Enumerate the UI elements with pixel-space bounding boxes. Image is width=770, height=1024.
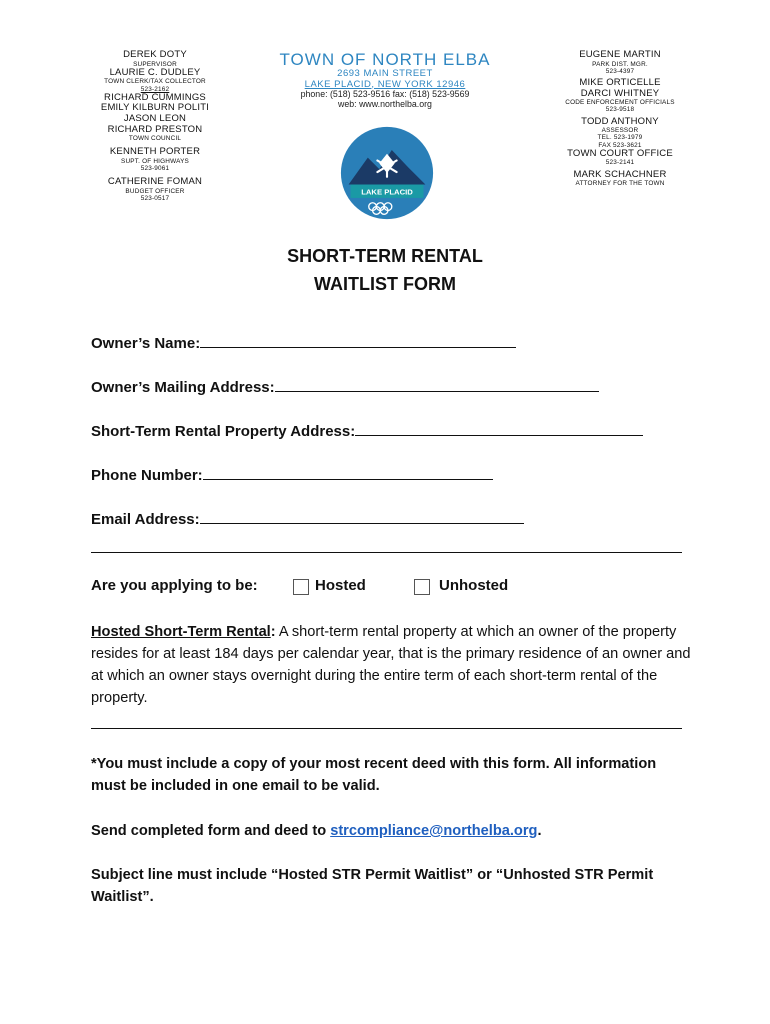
official-name: KENNETH PORTER	[109, 146, 201, 158]
form-title-line2: WAITLIST FORM	[314, 274, 456, 294]
official-title: SUPT. OF HIGHWAYS	[120, 158, 190, 166]
official-name: TODD ANTHONY	[581, 115, 659, 127]
hosted-definition	[91, 621, 691, 709]
official-name: MIKE ORTICELLE	[579, 76, 661, 88]
official-name: JASON LEON	[123, 113, 187, 125]
street-address: 2693 MAIN STREET	[337, 68, 433, 80]
property-address-field[interactable]	[91, 421, 643, 440]
official-name: CATHERINE FOMAN	[107, 176, 203, 188]
email-address-label: Email Address:	[91, 511, 200, 528]
unhosted-checkbox[interactable]	[414, 579, 430, 595]
send-prefix: Send completed form and deed to	[91, 823, 331, 839]
property-address-label: Short-Term Rental Property Address:	[91, 423, 356, 440]
official-title: ATTORNEY FOR THE TOWN	[575, 180, 665, 188]
official-title: TOWN COUNCIL	[128, 135, 182, 143]
definition-text: A short-term rental property at which an owner of the property resides for at least 184 days per calendar year, that is the primary residence of an owner and at which an owner stays overnight during the entire term of each short-term rental of the property.	[91, 624, 691, 706]
lake-placid-logo-icon	[339, 125, 435, 221]
right-officials-list	[530, 50, 710, 187]
official-phone: 523-9518	[605, 106, 635, 114]
owner-mailing-address-label: Owner’s Mailing Address:	[91, 379, 275, 396]
unhosted-label: Unhosted	[439, 577, 509, 594]
official-title: ASSESSOR	[601, 127, 639, 135]
left-officials-list	[60, 50, 250, 202]
property-address-line[interactable]	[355, 421, 643, 436]
official-fax: FAX 523-3621	[598, 141, 642, 149]
official-name: DEREK DOTY	[123, 49, 187, 60]
official-phone: 523-2141	[605, 159, 635, 167]
send-suffix: .	[537, 823, 542, 839]
hosted-label: Hosted	[315, 577, 366, 594]
official-phone: 523-0517	[140, 195, 170, 203]
logo-text: LAKE PLACID	[361, 187, 413, 197]
official-title: CODE ENFORCEMENT OFFICIALS	[565, 99, 675, 107]
official-phone: 523-2162	[140, 85, 170, 93]
phone-number-label: Phone Number:	[91, 467, 203, 484]
definition-term: Hosted Short-Term Rental	[91, 624, 271, 640]
phone-number-field[interactable]	[91, 465, 493, 484]
email-link[interactable]: strcompliance@northelba.org	[330, 823, 538, 839]
town-name: TOWN OF NORTH ELBA	[279, 50, 491, 69]
definition-colon: :	[270, 624, 276, 640]
website: web: www.northelba.org	[338, 99, 432, 110]
letterhead	[250, 50, 520, 110]
owner-name-field[interactable]	[91, 333, 516, 352]
city-address: LAKE PLACID, NEW YORK 12946	[304, 78, 466, 90]
official-name: EUGENE MARTIN	[579, 49, 661, 60]
owner-name-label: Owner’s Name:	[91, 335, 201, 352]
official-title: BUDGET OFFICER	[125, 188, 185, 196]
owner-name-line[interactable]	[200, 333, 516, 348]
official-phone: 523-4397	[605, 67, 635, 75]
send-instructions	[91, 820, 691, 842]
official-title: SUPERVISOR	[133, 60, 177, 68]
subject-note: Subject line must include “Hosted STR Permit Waitlist” or “Unhosted STR Permit Waitlist”.	[91, 867, 654, 905]
email-address-field[interactable]	[91, 509, 524, 528]
email-address-line[interactable]	[200, 509, 524, 524]
phone-number-line[interactable]	[203, 465, 493, 480]
phone-fax: phone: (518) 523-9516 fax: (518) 523-9569	[300, 89, 470, 100]
official-name: DARCI WHITNEY	[580, 87, 660, 99]
hosted-checkbox[interactable]	[293, 579, 309, 595]
official-title: PARK DIST. MGR.	[592, 60, 648, 68]
official-phone: TEL. 523-1979	[597, 134, 643, 142]
official-name: MARK SCHACHNER	[573, 168, 667, 180]
owner-mailing-address-line[interactable]	[275, 377, 599, 392]
official-name: TOWN COURT OFFICE	[567, 147, 673, 159]
official-name: EMILY KILBURN POLITI	[100, 102, 210, 114]
official-name: RICHARD PRESTON	[107, 123, 203, 135]
form-title	[0, 242, 770, 298]
divider	[91, 728, 682, 729]
official-phone: 523-9061	[140, 165, 170, 173]
official-name: RICHARD CUMMINGS	[104, 91, 206, 103]
owner-mailing-address-field[interactable]	[91, 377, 599, 396]
deed-note: *You must include a copy of your most recent deed with this form. All information must be included in one email to be valid.	[91, 756, 657, 794]
form-title-line1: SHORT-TERM RENTAL	[287, 246, 483, 266]
divider	[91, 552, 682, 553]
official-name: LAURIE C. DUDLEY	[109, 66, 201, 78]
official-title: TOWN CLERK/TAX COLLECTOR	[104, 78, 206, 86]
rental-type-row	[91, 577, 691, 599]
apply-label: Are you applying to be:	[91, 577, 258, 594]
